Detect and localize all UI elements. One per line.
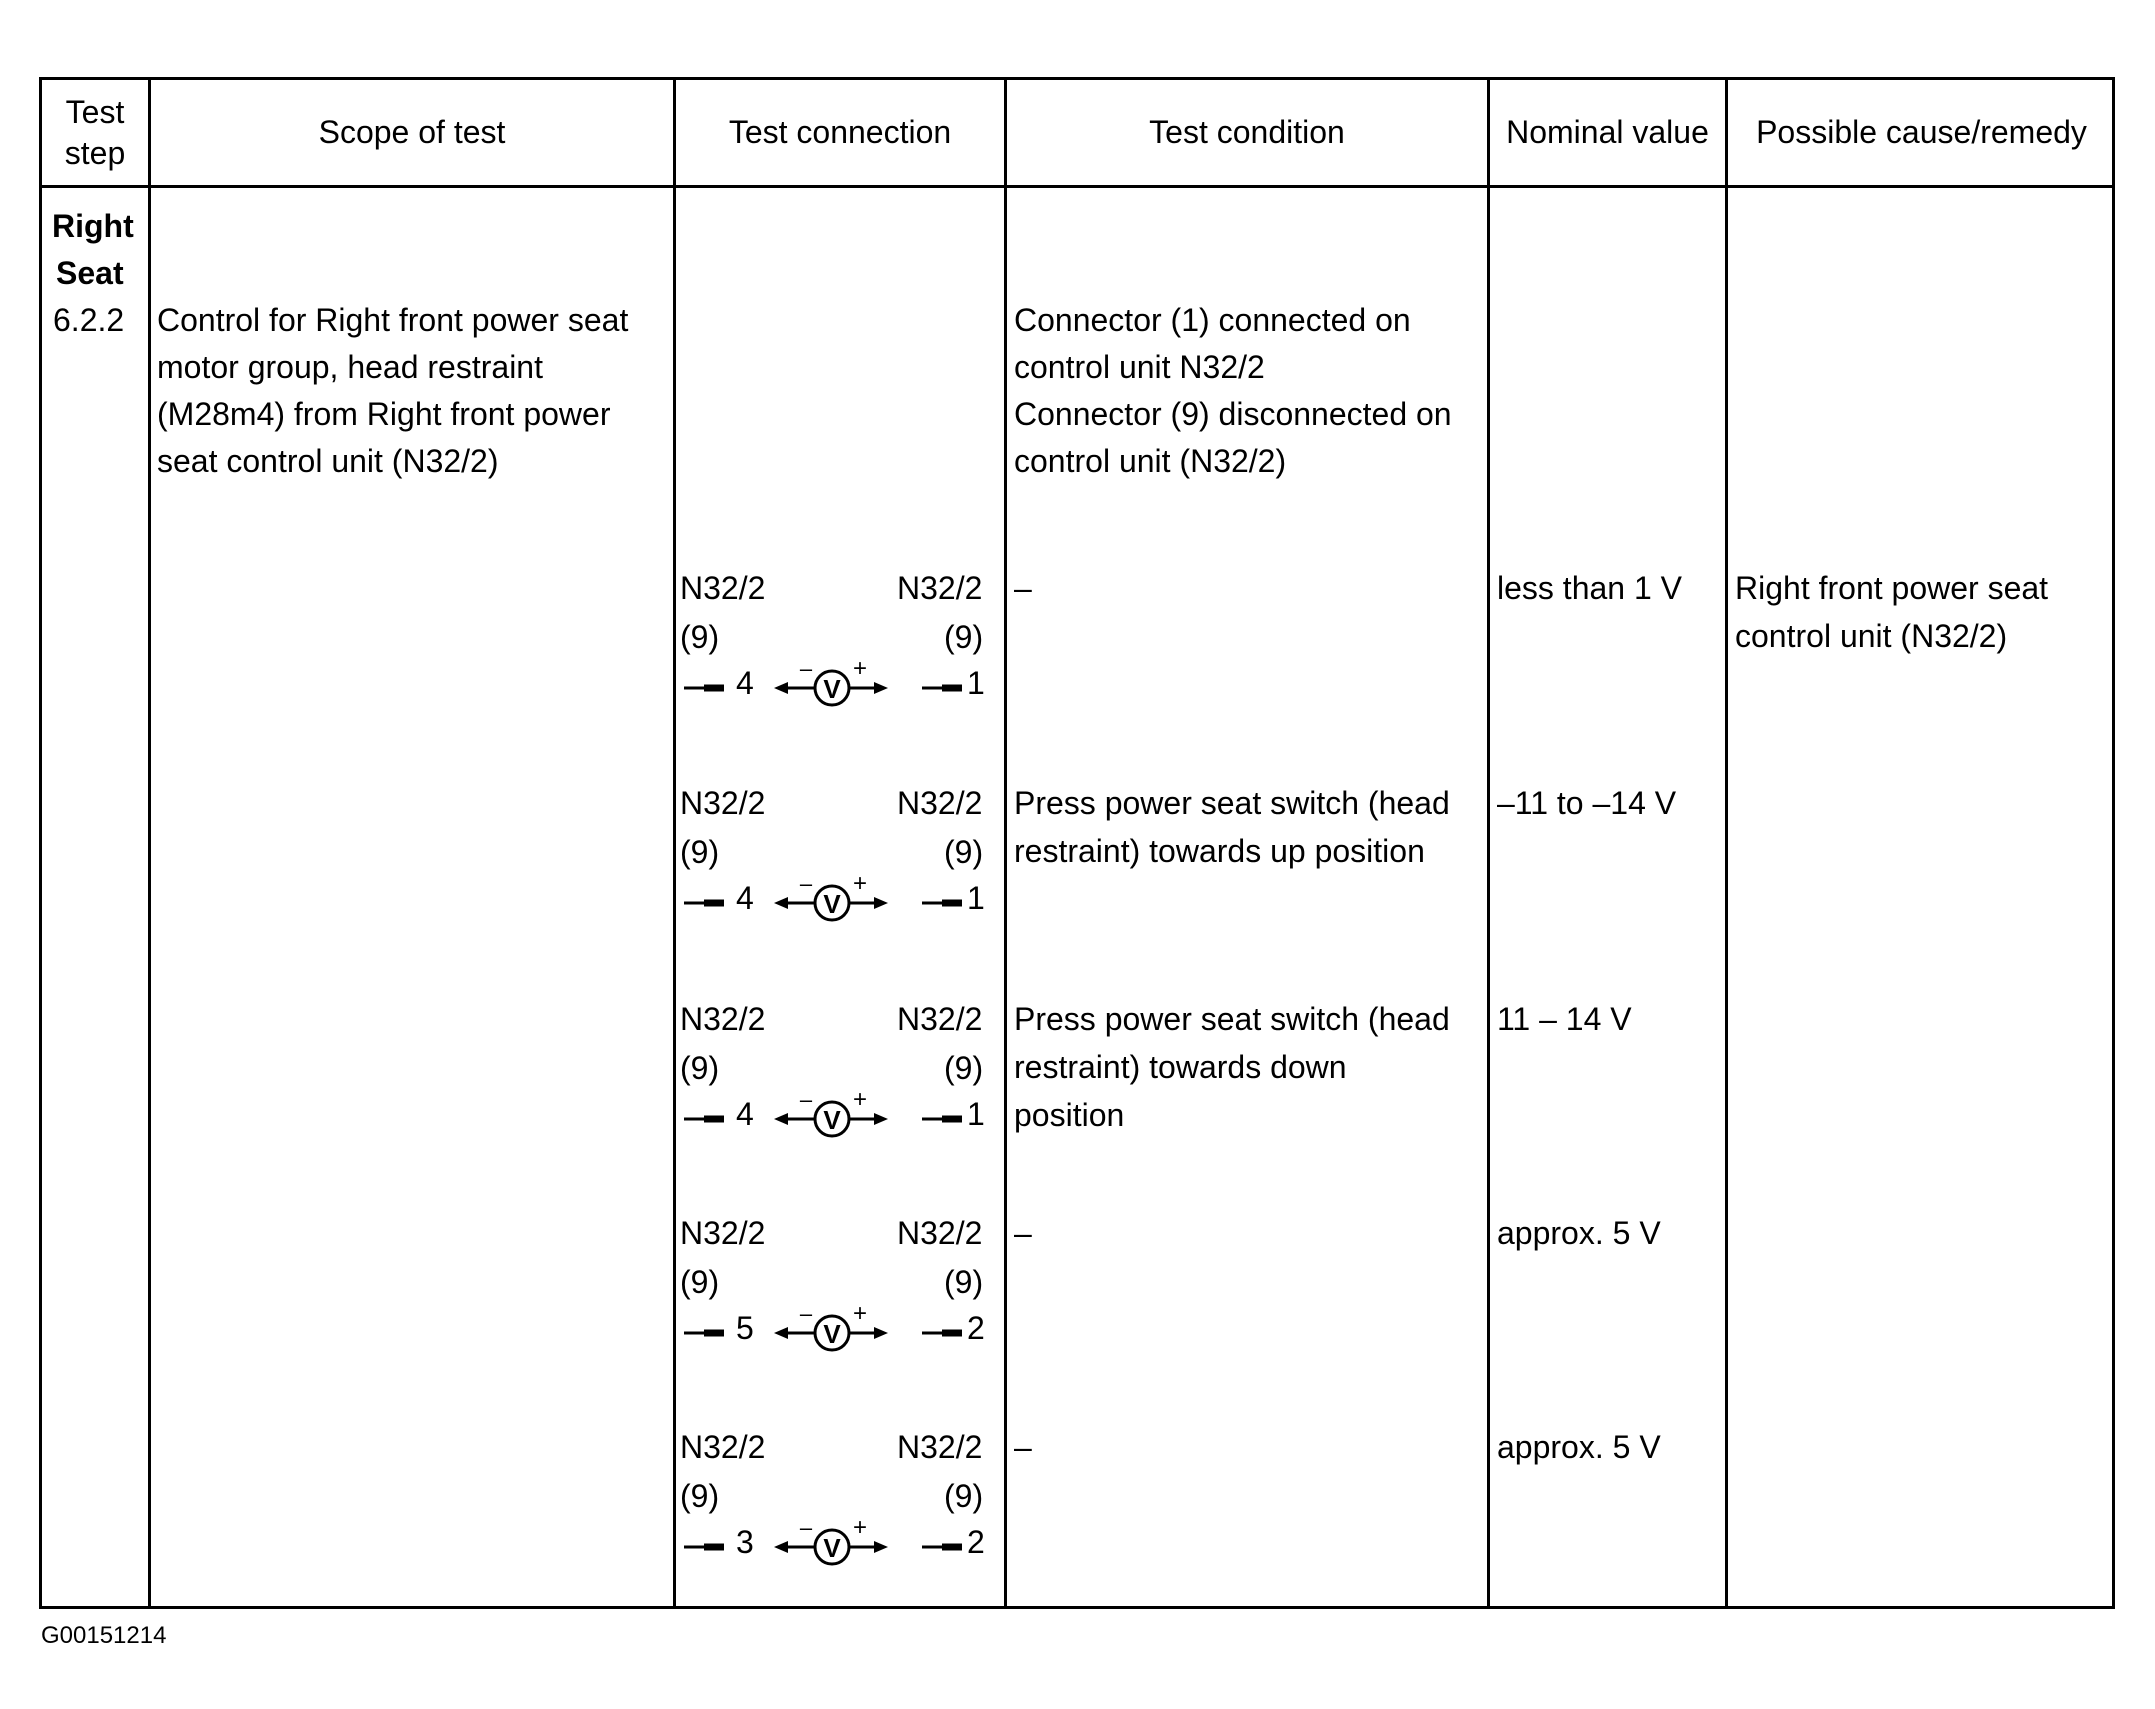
section-label: Right [52,208,134,244]
right-unit: N32/2 [897,1429,983,1465]
svg-text:+: + [852,1086,868,1113]
header-scope-of-test: Scope of test [318,114,506,150]
left-connector: (9) [680,1264,720,1300]
left-pin: 3 [736,1524,754,1560]
svg-text:V: V [823,1533,841,1563]
nominal-value: 11 – 14 V [1497,1001,1632,1037]
test-condition: restraint) towards down [1014,1049,1347,1085]
left-connector: (9) [680,619,720,655]
figure-code: G00151214 [41,1622,167,1649]
voltmeter-icon [682,655,972,711]
header-test-step: Test step [64,93,126,171]
nominal-value: approx. 5 V [1497,1215,1661,1251]
nominal-value: –11 to –14 V [1497,785,1677,821]
right-connector: (9) [944,1264,984,1300]
column-divider [1004,80,1007,1606]
right-pin: 1 [967,880,985,916]
nominal-value: less than 1 V [1497,570,1682,606]
left-connector: (9) [680,1050,720,1086]
left-pin: 5 [736,1310,754,1346]
left-connector: (9) [680,834,720,870]
test-condition: – [1014,1215,1032,1251]
voltmeter-icon [682,1514,972,1570]
possible-cause: Right front power seat [1735,570,2049,606]
right-connector: (9) [944,1478,984,1514]
right-pin: 2 [967,1310,985,1346]
column-divider [673,80,676,1606]
left-unit: N32/2 [680,1001,766,1037]
header-test-condition: Test condition [1149,114,1345,150]
column-divider [1487,80,1490,1606]
right-pin: 2 [967,1524,985,1560]
svg-text:–: – [799,871,813,896]
voltmeter-icon [682,870,972,926]
left-unit: N32/2 [680,570,766,606]
initial-condition: Connector (1) connected on control unit N32/2 Connector (9) disconnected on control unit (N32/2) [1014,302,1452,479]
right-unit: N32/2 [897,785,983,821]
test-table [39,77,2115,1609]
header-possible-cause: Possible cause/remedy [1756,114,2087,150]
scope-text: Control for Right front power seat motor group, head restraint (M28m4) from Right front power seat control unit (N32/2) [157,302,629,479]
column-divider [148,80,151,1606]
svg-text:+: + [852,655,868,682]
test-condition: restraint) towards up position [1014,833,1425,869]
column-divider [1725,80,1728,1606]
left-unit: N32/2 [680,1215,766,1251]
test-condition: – [1014,1429,1032,1465]
svg-text:–: – [799,1515,813,1540]
test-condition: Press power seat switch (head [1014,1001,1450,1037]
step-number: 6.2.2 [53,302,125,338]
left-pin: 4 [736,880,754,916]
svg-text:V: V [823,889,841,919]
possible-cause: control unit (N32/2) [1735,618,2008,654]
right-connector: (9) [944,834,984,870]
right-unit: N32/2 [897,1001,983,1037]
svg-text:V: V [823,1319,841,1349]
left-unit: N32/2 [680,1429,766,1465]
right-unit: N32/2 [897,1215,983,1251]
right-connector: (9) [944,619,984,655]
svg-text:V: V [823,1105,841,1135]
voltmeter-icon [682,1086,972,1142]
right-pin: 1 [967,665,985,701]
right-unit: N32/2 [897,570,983,606]
svg-text:+: + [852,870,868,897]
header-divider [42,185,2112,188]
test-condition: position [1014,1097,1125,1133]
right-connector: (9) [944,1050,984,1086]
section-label: Seat [56,255,124,291]
nominal-value: approx. 5 V [1497,1429,1661,1465]
left-pin: 4 [736,665,754,701]
voltmeter-icon [682,1300,972,1356]
left-unit: N32/2 [680,785,766,821]
test-condition: – [1014,570,1032,606]
left-connector: (9) [680,1478,720,1514]
right-pin: 1 [967,1096,985,1132]
svg-text:V: V [823,674,841,704]
header-nominal-value: Nominal value [1506,114,1709,150]
svg-text:–: – [799,1087,813,1112]
svg-text:–: – [799,1301,813,1326]
header-test-connection: Test connection [728,114,952,150]
svg-text:–: – [799,656,813,681]
left-pin: 4 [736,1096,754,1132]
svg-text:+: + [852,1300,868,1327]
svg-text:+: + [852,1514,868,1541]
test-condition: Press power seat switch (head [1014,785,1450,821]
